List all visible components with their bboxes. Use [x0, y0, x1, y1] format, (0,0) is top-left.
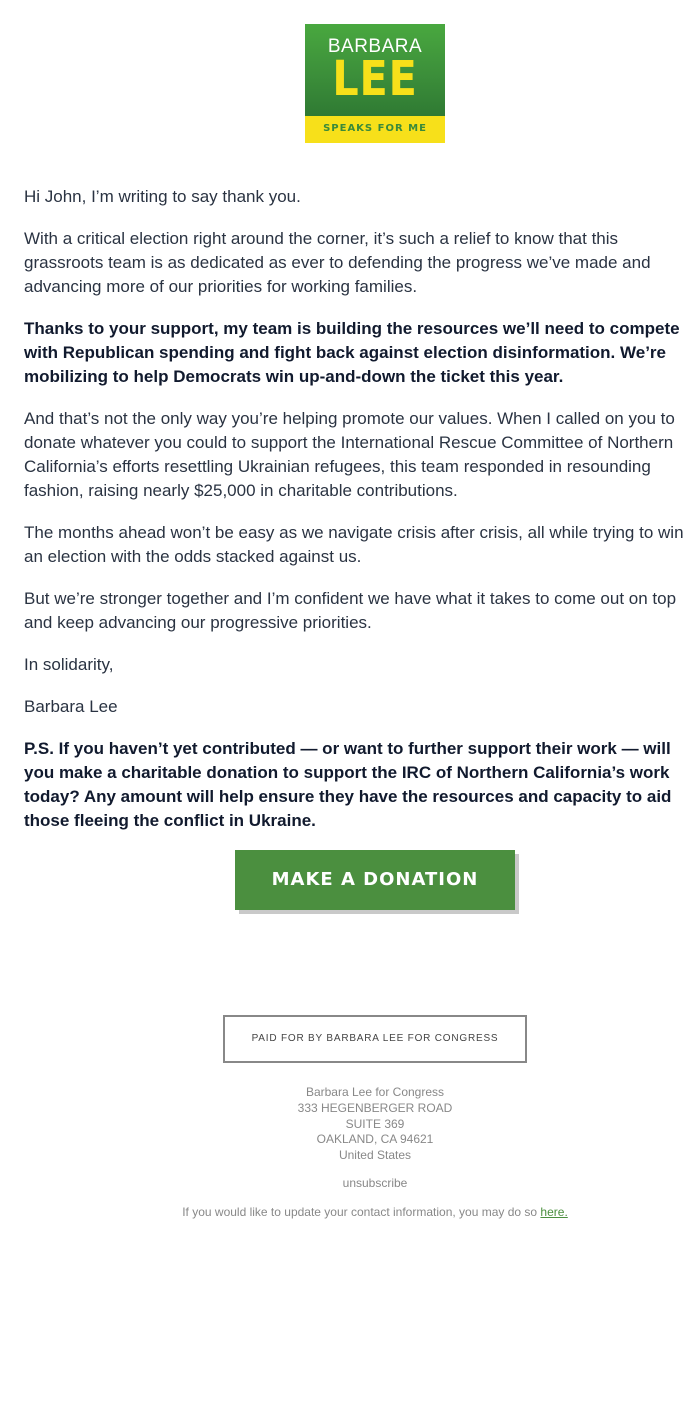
paragraph-3-line: fashion, raising nearly $25,000 in charitable contributions. — [24, 481, 458, 500]
paragraph-4-line: The months ahead won’t be easy as we navigate crisis after crisis, all while trying to win — [24, 523, 684, 542]
postscript-line: you make a charitable donation to support the IRC of Northern California’s work — [24, 763, 670, 782]
postscript-line: those fleeing the conflict in Ukraine. — [24, 811, 316, 830]
paragraph-2-bold — [24, 317, 700, 389]
update-contact-text: If you would like to update your contact information, you may do so — [182, 1205, 541, 1219]
greeting: Hi John, I’m writing to say thank you. — [24, 187, 301, 206]
make-donation-button[interactable]: MAKE A DONATION — [235, 850, 515, 910]
paragraph-5-line: But we’re stronger together and I’m confident we have what it takes to come out on top — [24, 589, 677, 608]
paragraph-3 — [24, 407, 700, 503]
paragraph-1-line: grassroots team is as dedicated as ever to defending the progress we’ve made and — [24, 253, 651, 272]
update-contact-info — [0, 1205, 700, 1219]
address-line: United States — [338, 1148, 412, 1163]
paragraph-1-line: With a critical election right around the corner, it’s such a relief to know that this — [24, 229, 619, 248]
footer-address — [0, 1085, 700, 1164]
paragraph-4-line: an election with the odds stacked against us. — [24, 547, 362, 566]
update-contact-link[interactable]: here. — [540, 1205, 568, 1219]
logo-first-name: BARBARA — [327, 36, 423, 57]
paragraph-2-line: Thanks to your support, my team is building the resources we’ll need to compete — [24, 319, 680, 338]
closing: In solidarity, — [24, 655, 114, 674]
logo-tagline: SPEAKS FOR ME — [323, 123, 427, 134]
postscript-line: today? Any amount will help ensure they have the resources and capacity to aid — [24, 787, 672, 806]
paragraph-5 — [24, 587, 700, 635]
address-line: Barbara Lee for Congress — [305, 1085, 445, 1099]
paragraph-3-line: And that’s not the only way you’re helping promote our values. When I called on you to — [24, 409, 675, 428]
postscript — [24, 737, 700, 833]
email-body — [24, 185, 700, 851]
paragraph-2-line: with Republican spending and fight back against election disinformation. We’re — [24, 343, 666, 362]
paid-for-disclaimer: PAID FOR BY BARBARA LEE FOR CONGRESS — [223, 1015, 527, 1063]
postscript-line: P.S. If you haven’t yet contributed — or want to further support their work — will — [24, 739, 671, 758]
barbara-lee-logo[interactable] — [305, 24, 445, 143]
paragraph-1 — [24, 227, 700, 299]
paragraph-4 — [24, 521, 700, 569]
address-line: 333 HEGENBERGER ROAD — [297, 1100, 453, 1115]
address-line: SUITE 369 — [345, 1116, 405, 1131]
unsubscribe-link[interactable]: unsubscribe — [342, 1176, 408, 1190]
paragraph-3-line: donate whatever you could to support the International Rescue Committee of Northern — [24, 433, 674, 452]
paragraph-2-line: mobilizing to help Democrats win up-and-down the ticket this year. — [24, 367, 564, 386]
paragraph-3-line: California’s efforts resettling Ukrainian refugees, this team responded in resounding — [24, 457, 651, 476]
paragraph-1-line: advancing more of our priorities for working families. — [24, 277, 418, 296]
signature: Barbara Lee — [24, 697, 118, 716]
logo-yellow-band — [305, 116, 445, 143]
paragraph-5-line: and keep advancing our progressive priorities. — [24, 613, 372, 632]
address-line: OAKLAND, CA 94621 — [316, 1132, 434, 1147]
logo-last-name: LEE — [332, 51, 418, 107]
